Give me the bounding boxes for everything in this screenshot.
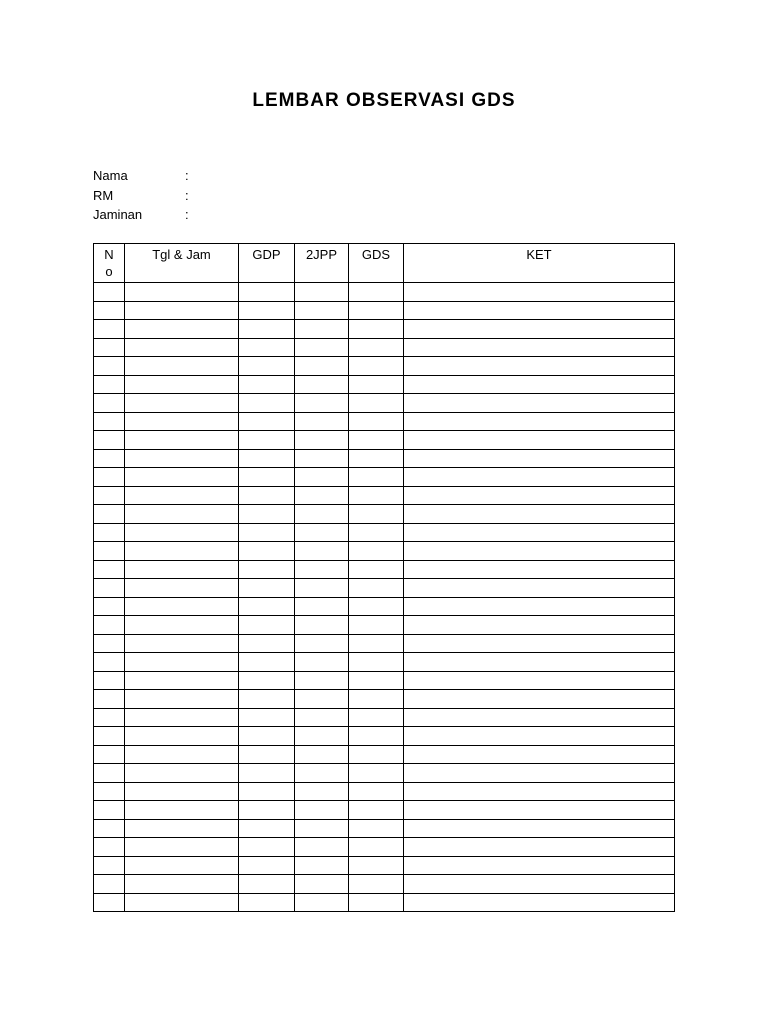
field-colon: :: [185, 187, 189, 203]
table-row: [94, 597, 675, 616]
table-cell: [125, 375, 239, 394]
table-cell: [404, 560, 675, 579]
table-cell: [125, 893, 239, 912]
table-row: [94, 394, 675, 413]
table-cell: [125, 764, 239, 783]
table-row: [94, 560, 675, 579]
table-cell: [349, 671, 404, 690]
table-row: [94, 338, 675, 357]
table-cell: [125, 283, 239, 302]
table-cell: [349, 856, 404, 875]
table-cell: [125, 357, 239, 376]
table-cell: [349, 838, 404, 857]
table-cell: [94, 764, 125, 783]
table-cell: [404, 727, 675, 746]
table-cell: [349, 320, 404, 339]
table-cell: [404, 579, 675, 598]
table-cell: [239, 764, 295, 783]
table-row: [94, 671, 675, 690]
table-cell: [239, 838, 295, 857]
table-cell: [349, 542, 404, 561]
table-cell: [295, 597, 349, 616]
table-cell: [125, 320, 239, 339]
table-cell: [349, 819, 404, 838]
table-cell: [404, 745, 675, 764]
table-cell: [349, 653, 404, 672]
field-jaminan: [93, 205, 195, 225]
table-cell: [94, 671, 125, 690]
table-cell: [94, 727, 125, 746]
table-cell: [404, 671, 675, 690]
table-row: [94, 523, 675, 542]
table-cell: [404, 283, 675, 302]
table-cell: [404, 320, 675, 339]
header-ket: KET: [404, 244, 675, 283]
table-row: [94, 283, 675, 302]
table-cell: [125, 616, 239, 635]
table-cell: [94, 856, 125, 875]
table-cell: [404, 523, 675, 542]
table-row: [94, 431, 675, 450]
table-cell: [295, 394, 349, 413]
table-cell: [125, 560, 239, 579]
table-row: [94, 320, 675, 339]
table-cell: [404, 838, 675, 857]
table-cell: [404, 653, 675, 672]
table-cell: [295, 486, 349, 505]
table-cell: [94, 468, 125, 487]
table-cell: [125, 542, 239, 561]
table-cell: [349, 375, 404, 394]
table-cell: [94, 801, 125, 820]
table-cell: [404, 819, 675, 838]
table-cell: [349, 523, 404, 542]
table-cell: [404, 468, 675, 487]
table-cell: [94, 449, 125, 468]
table-cell: [349, 505, 404, 524]
table-cell: [239, 708, 295, 727]
table-cell: [404, 634, 675, 653]
table-cell: [349, 283, 404, 302]
table-cell: [239, 745, 295, 764]
table-cell: [94, 301, 125, 320]
table-cell: [125, 338, 239, 357]
table-cell: [125, 745, 239, 764]
table-cell: [295, 653, 349, 672]
table-row: [94, 634, 675, 653]
table-cell: [349, 875, 404, 894]
table-cell: [349, 634, 404, 653]
table-cell: [125, 856, 239, 875]
table-cell: [404, 449, 675, 468]
table-cell: [125, 468, 239, 487]
table-header-row: [94, 244, 675, 283]
table-cell: [295, 634, 349, 653]
table-row: [94, 782, 675, 801]
table-cell: [239, 782, 295, 801]
table-cell: [349, 727, 404, 746]
table-cell: [94, 431, 125, 450]
table-cell: [295, 320, 349, 339]
table-cell: [125, 486, 239, 505]
table-cell: [295, 671, 349, 690]
table-row: [94, 449, 675, 468]
table-cell: [94, 505, 125, 524]
table-cell: [349, 560, 404, 579]
table-cell: [239, 579, 295, 598]
table-cell: [239, 856, 295, 875]
table-body: [94, 283, 675, 912]
table-cell: [295, 505, 349, 524]
field-label-nama: Nama: [93, 168, 128, 183]
field-label-jaminan: Jaminan: [93, 207, 143, 222]
patient-info-fields: [93, 166, 195, 225]
table-cell: [125, 597, 239, 616]
table-row: [94, 616, 675, 635]
table-row: [94, 838, 675, 857]
table-cell: [94, 542, 125, 561]
table-cell: [125, 394, 239, 413]
table-cell: [239, 301, 295, 320]
table-cell: [239, 690, 295, 709]
table-cell: [404, 801, 675, 820]
table-row: [94, 690, 675, 709]
table-cell: [125, 523, 239, 542]
table-cell: [404, 893, 675, 912]
table-row: [94, 357, 675, 376]
field-nama: [93, 166, 195, 186]
table-row: [94, 893, 675, 912]
table-cell: [94, 486, 125, 505]
table-cell: [295, 542, 349, 561]
table-cell: [125, 671, 239, 690]
table-cell: [94, 745, 125, 764]
table-cell: [125, 801, 239, 820]
table-cell: [349, 690, 404, 709]
table-cell: [125, 412, 239, 431]
table-cell: [239, 338, 295, 357]
table-cell: [125, 301, 239, 320]
table-cell: [404, 875, 675, 894]
table-cell: [295, 764, 349, 783]
table-cell: [404, 708, 675, 727]
table-row: [94, 579, 675, 598]
table-cell: [404, 597, 675, 616]
header-tgl-jam: Tgl & Jam: [125, 244, 239, 283]
table-cell: [295, 819, 349, 838]
table-cell: [349, 338, 404, 357]
table-cell: [239, 431, 295, 450]
header-gds: GDS: [349, 244, 404, 283]
table-cell: [295, 801, 349, 820]
table-cell: [94, 394, 125, 413]
table-cell: [404, 412, 675, 431]
table-cell: [125, 727, 239, 746]
table-cell: [239, 394, 295, 413]
table-cell: [239, 671, 295, 690]
table-cell: [295, 616, 349, 635]
table-cell: [125, 782, 239, 801]
table-cell: [239, 468, 295, 487]
table-cell: [125, 505, 239, 524]
table-cell: [239, 412, 295, 431]
table-row: [94, 542, 675, 561]
table-cell: [239, 357, 295, 376]
table-cell: [239, 542, 295, 561]
table-cell: [404, 782, 675, 801]
table-cell: [125, 634, 239, 653]
table-cell: [349, 893, 404, 912]
table-cell: [349, 708, 404, 727]
table-cell: [94, 523, 125, 542]
table-cell: [404, 486, 675, 505]
table-cell: [94, 375, 125, 394]
table-cell: [349, 394, 404, 413]
table-cell: [94, 338, 125, 357]
table-cell: [125, 708, 239, 727]
field-rm: [93, 186, 195, 206]
table-cell: [94, 412, 125, 431]
table-row: [94, 745, 675, 764]
table-cell: [404, 357, 675, 376]
table-cell: [125, 579, 239, 598]
table-cell: [404, 505, 675, 524]
table-cell: [295, 338, 349, 357]
table-row: [94, 856, 675, 875]
header-no: No: [94, 244, 125, 283]
table-row: [94, 468, 675, 487]
table-cell: [404, 394, 675, 413]
table-cell: [349, 764, 404, 783]
table-cell: [295, 856, 349, 875]
table-row: [94, 801, 675, 820]
table-cell: [295, 708, 349, 727]
table-cell: [239, 819, 295, 838]
table-row: [94, 764, 675, 783]
table-cell: [239, 375, 295, 394]
table-row: [94, 505, 675, 524]
table-cell: [349, 449, 404, 468]
table-cell: [349, 357, 404, 376]
table-cell: [295, 301, 349, 320]
table-cell: [295, 838, 349, 857]
table-cell: [239, 283, 295, 302]
table-row: [94, 375, 675, 394]
table-cell: [239, 486, 295, 505]
table-cell: [125, 690, 239, 709]
table-cell: [404, 690, 675, 709]
table-row: [94, 412, 675, 431]
table-cell: [239, 875, 295, 894]
field-colon: :: [185, 168, 189, 183]
table-cell: [239, 523, 295, 542]
table-cell: [239, 505, 295, 524]
table-cell: [404, 338, 675, 357]
table-cell: [94, 357, 125, 376]
observation-table: [93, 243, 675, 912]
table-cell: [295, 727, 349, 746]
table-cell: [94, 653, 125, 672]
table-cell: [94, 690, 125, 709]
table-row: [94, 653, 675, 672]
table-cell: [239, 801, 295, 820]
table-row: [94, 819, 675, 838]
table-cell: [125, 653, 239, 672]
table-cell: [125, 431, 239, 450]
table-cell: [239, 320, 295, 339]
table-cell: [295, 579, 349, 598]
table-cell: [239, 727, 295, 746]
table-cell: [349, 579, 404, 598]
table-cell: [94, 819, 125, 838]
table-row: [94, 486, 675, 505]
table-cell: [239, 634, 295, 653]
table-cell: [295, 449, 349, 468]
table-cell: [94, 283, 125, 302]
table-cell: [94, 875, 125, 894]
table-cell: [349, 412, 404, 431]
table-cell: [349, 597, 404, 616]
table-cell: [94, 560, 125, 579]
table-cell: [295, 893, 349, 912]
table-cell: [404, 542, 675, 561]
table-cell: [125, 875, 239, 894]
table-cell: [295, 875, 349, 894]
table-cell: [349, 782, 404, 801]
table-cell: [125, 819, 239, 838]
table-cell: [295, 745, 349, 764]
table-cell: [239, 616, 295, 635]
table-cell: [404, 856, 675, 875]
table-cell: [94, 634, 125, 653]
table-cell: [349, 616, 404, 635]
table-cell: [295, 782, 349, 801]
table-cell: [94, 708, 125, 727]
table-cell: [295, 523, 349, 542]
table-cell: [295, 560, 349, 579]
header-gdp: GDP: [239, 244, 295, 283]
table-cell: [94, 320, 125, 339]
table-cell: [404, 764, 675, 783]
table-cell: [125, 449, 239, 468]
table-cell: [94, 782, 125, 801]
table-cell: [239, 560, 295, 579]
table-row: [94, 708, 675, 727]
table-cell: [404, 375, 675, 394]
table-cell: [295, 375, 349, 394]
table-cell: [239, 653, 295, 672]
table-cell: [295, 690, 349, 709]
table-row: [94, 727, 675, 746]
table-cell: [295, 283, 349, 302]
table-cell: [94, 838, 125, 857]
table-cell: [239, 449, 295, 468]
table-cell: [295, 357, 349, 376]
table-cell: [404, 616, 675, 635]
table-cell: [349, 468, 404, 487]
table-cell: [349, 745, 404, 764]
table-cell: [349, 801, 404, 820]
table-cell: [349, 431, 404, 450]
table-row: [94, 875, 675, 894]
table-cell: [94, 893, 125, 912]
table-cell: [404, 301, 675, 320]
table-cell: [295, 468, 349, 487]
document-title: LEMBAR OBSERVASI GDS: [252, 90, 516, 111]
table-cell: [295, 431, 349, 450]
table-cell: [295, 412, 349, 431]
table-cell: [94, 579, 125, 598]
table-cell: [94, 597, 125, 616]
field-label-rm: RM: [93, 187, 114, 203]
field-colon: :: [185, 207, 189, 222]
table-cell: [239, 893, 295, 912]
table-cell: [349, 486, 404, 505]
header-2jpp: 2JPP: [295, 244, 349, 283]
table-cell: [94, 616, 125, 635]
table-cell: [125, 838, 239, 857]
table-cell: [404, 431, 675, 450]
table-cell: [239, 597, 295, 616]
table-cell: [349, 301, 404, 320]
table-row: [94, 301, 675, 320]
